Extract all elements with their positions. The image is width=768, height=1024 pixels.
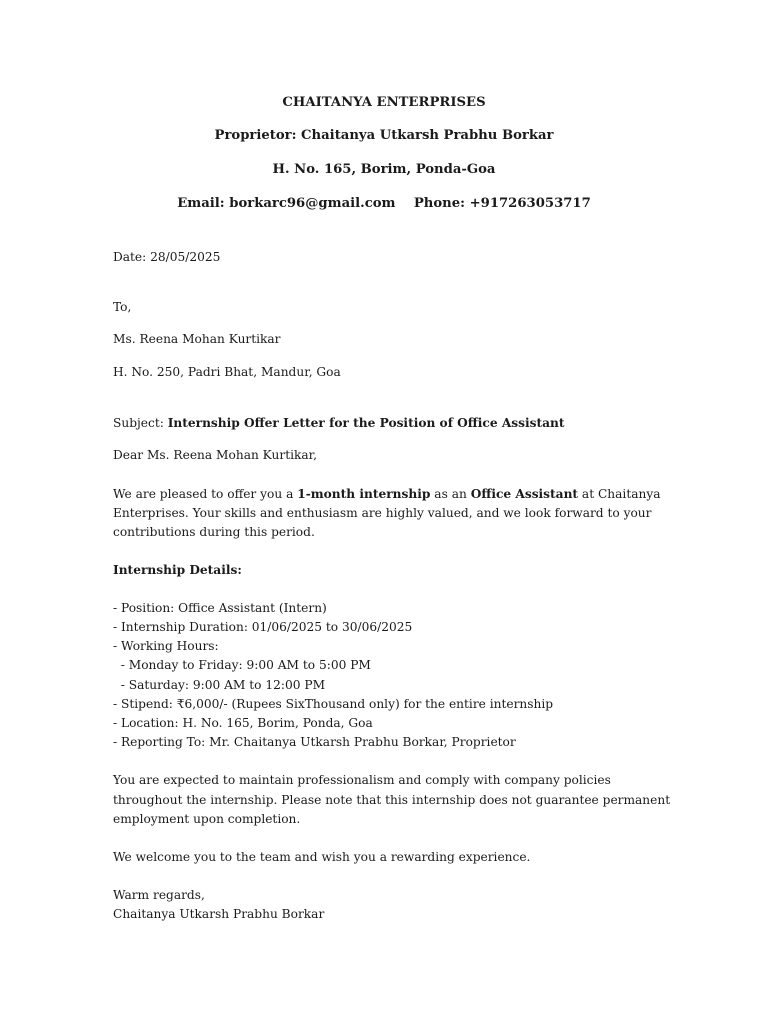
detail-item: - Saturday: 9:00 AM to 12:00 PM (113, 678, 326, 692)
detail-item: - Internship Duration: 01/06/2025 to 30/06/2025 (113, 620, 413, 634)
recipient-address: H. No. 250, Padri Bhat, Mandur, Goa (113, 365, 341, 379)
contact-line: Email: borkarc96@gmail.com Phone: +917263053717 (177, 196, 591, 211)
subject-text: Internship Offer Letter for the Position of Office Assistant (167, 416, 565, 430)
subject-prefix: Subject: (113, 416, 168, 430)
company-address: H. No. 165, Borim, Ponda-Goa (272, 162, 496, 177)
recipient-name: Ms. Reena Mohan Kurtikar (113, 332, 281, 346)
letter-date: Date: 28/05/2025 (113, 250, 221, 264)
intro-text-e: at Chaitanya (578, 487, 661, 501)
subject-line (113, 415, 565, 431)
recipient-to: To, (113, 300, 132, 314)
detail-item: - Reporting To: Mr. Chaitanya Utkarsh Prabhu Borkar, Proprietor (113, 735, 516, 749)
detail-item: - Position: Office Assistant (Intern) (113, 601, 327, 615)
proprietor-line: Proprietor: Chaitanya Utkarsh Prabhu Borkar (214, 128, 554, 143)
policy-line-3: employment upon completion. (113, 812, 301, 826)
closing-regards: Warm regards, (113, 888, 205, 902)
intro-position: Office Assistant (470, 487, 579, 501)
signature-name: Chaitanya Utkarsh Prabhu Borkar (113, 907, 325, 921)
welcome-line: We welcome you to the team and wish you a rewarding experience. (113, 850, 531, 864)
detail-item: - Location: H. No. 165, Borim, Ponda, Goa (113, 716, 373, 730)
policy-line-1: You are expected to maintain professionalism and comply with company policies (113, 773, 611, 787)
salutation: Dear Ms. Reena Mohan Kurtikar, (113, 448, 317, 462)
intro-text-a: We are pleased to offer you a (113, 487, 298, 501)
detail-item: - Monday to Friday: 9:00 AM to 5:00 PM (113, 658, 371, 672)
intro-text-c: as an (430, 487, 471, 501)
detail-item: - Working Hours: (113, 639, 219, 653)
detail-item: - Stipend: ₹6,000/- (Rupees SixThousand only) for the entire internship (113, 697, 554, 711)
intro-duration: 1-month internship (297, 487, 431, 501)
policy-line-2: throughout the internship. Please note that this internship does not guarantee permanent (113, 793, 671, 807)
intro-line-2: Enterprises. Your skills and enthusiasm are highly valued, and we look forward to your (113, 506, 652, 520)
company-name: CHAITANYA ENTERPRISES (282, 95, 486, 110)
details-heading: Internship Details: (113, 563, 242, 577)
intro-line-1 (113, 486, 660, 502)
intro-line-3: contributions during this period. (113, 525, 315, 539)
